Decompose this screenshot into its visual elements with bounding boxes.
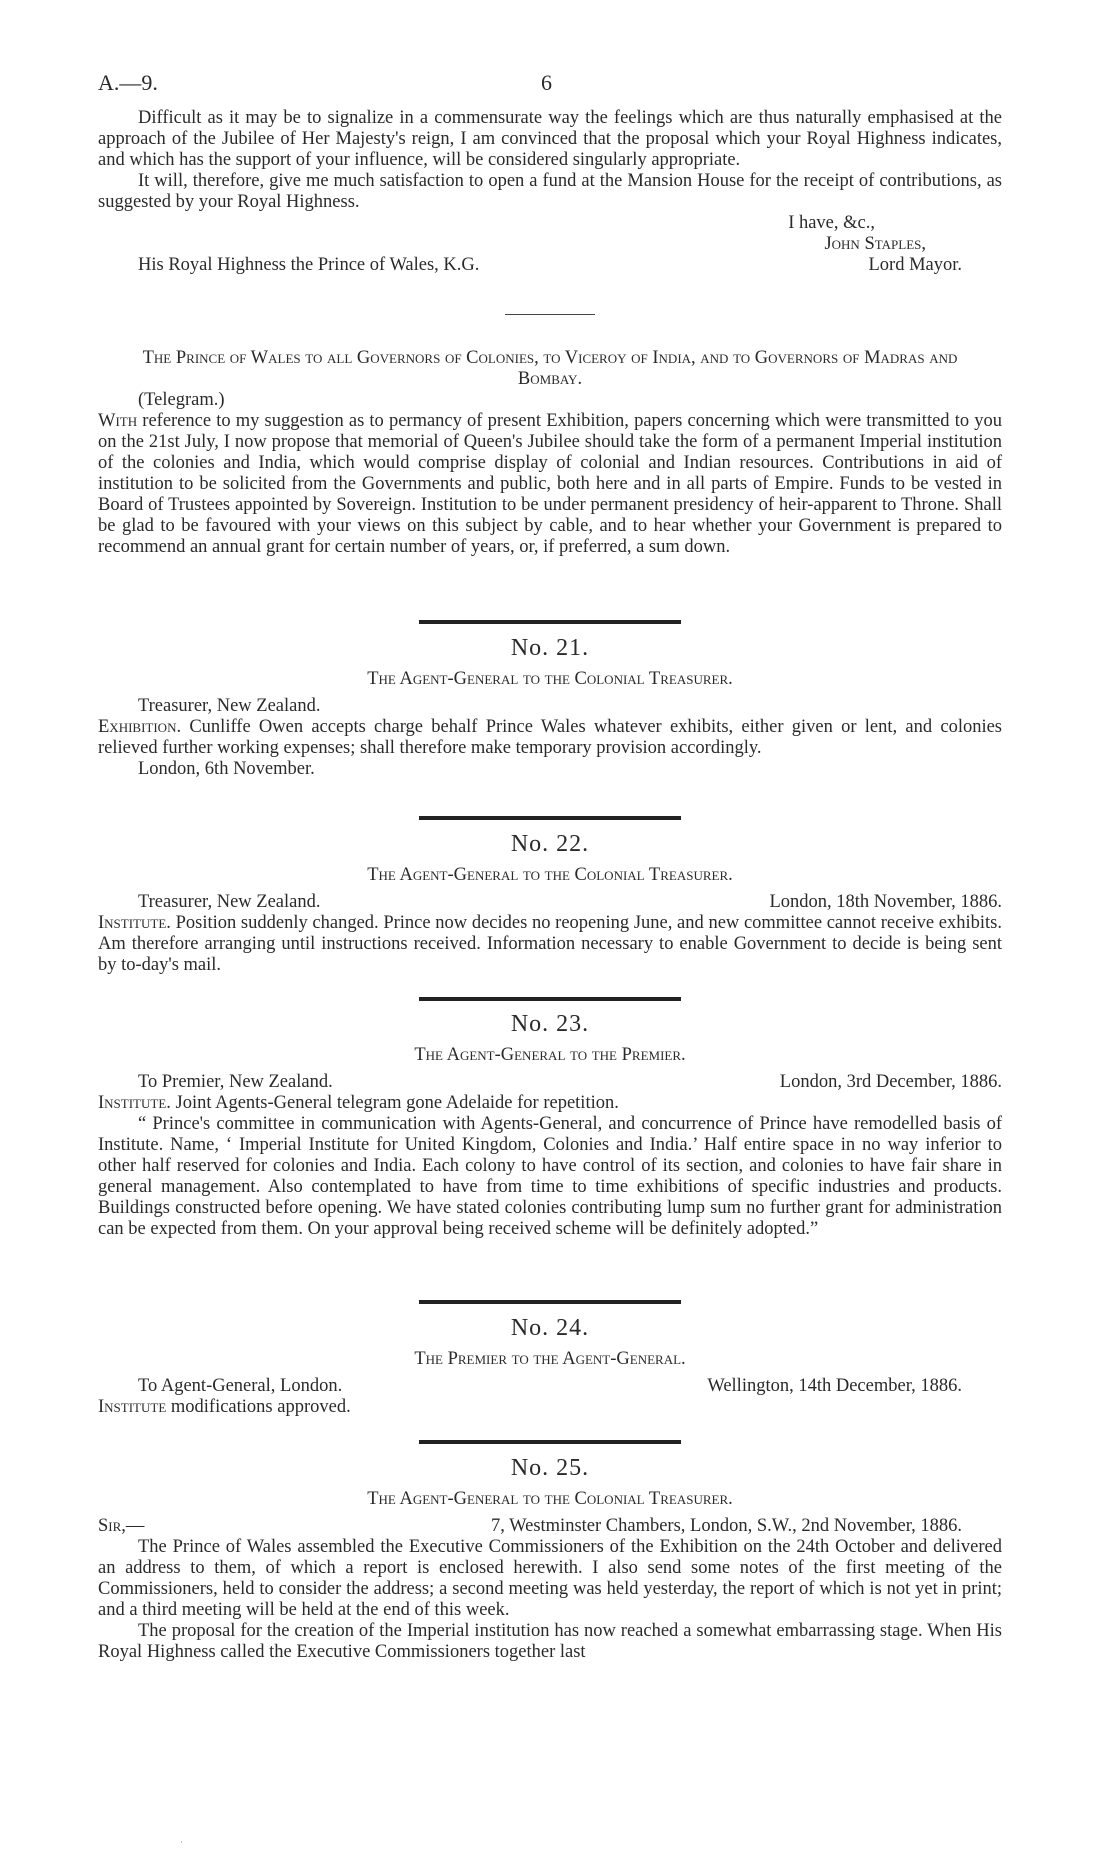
section-number: No. 25. bbox=[510, 1455, 590, 1481]
section-rule bbox=[419, 620, 681, 624]
message-text: Joint Agents-General telegram gone Adelaide for repetition. bbox=[175, 1093, 619, 1113]
letter-end-section bbox=[98, 108, 1002, 315]
telegram-section bbox=[98, 348, 1002, 558]
message-body-1 bbox=[98, 1093, 1002, 1114]
signer-name: John Staples, bbox=[824, 234, 926, 254]
message-lead: Institute bbox=[98, 1397, 167, 1417]
section-divider bbox=[505, 314, 595, 315]
section-no-21 bbox=[98, 635, 1003, 780]
recipient-row bbox=[98, 1072, 1002, 1093]
section-number: No. 23. bbox=[510, 1011, 590, 1037]
section-no-23 bbox=[98, 1011, 1002, 1240]
message-body bbox=[98, 717, 1002, 759]
letter-paragraph-1: Difficult as it may be to signalize in a commensurate way the feelings which are thus naturally emphasised at the approach of the Jubilee of Her Majesty's reign, I am convinced that the proposal which your Royal Highness indicates, and which has the support of your influence, will be considered singularly appropriate. bbox=[98, 108, 1002, 170]
message-date: Wellington, 14th December, 1886. bbox=[707, 1376, 962, 1396]
page-number: 6 bbox=[541, 70, 552, 95]
recipient-row bbox=[98, 892, 1002, 913]
document-reference: A.—9. bbox=[98, 70, 158, 95]
scan-speck: · bbox=[180, 1837, 183, 1847]
sender-address: 7, Westminster Chambers, London, S.W., 2nd November, 1886. bbox=[490, 1516, 962, 1536]
recipient: To Agent-General, London. bbox=[138, 1376, 343, 1396]
recipient: To Premier, New Zealand. bbox=[138, 1072, 333, 1092]
addressee: His Royal Highness the Prince of Wales, K.G. bbox=[138, 255, 480, 275]
message-text: modifications approved. bbox=[170, 1397, 351, 1417]
message-date: London, 6th November. bbox=[138, 759, 315, 779]
section-rule bbox=[419, 1300, 681, 1304]
letter-paragraph-2: It will, therefore, give me much satisfaction to open a fund at the Mansion House for the receipt of contributions, as suggested by your Royal Highness. bbox=[98, 171, 1002, 212]
section-heading: The Agent-General to the Colonial Treasurer. bbox=[367, 1489, 733, 1509]
rule-wrap-24 bbox=[98, 1300, 1002, 1304]
section-rule bbox=[419, 816, 681, 820]
message-body bbox=[98, 1397, 1002, 1418]
letter-paragraph-1: The Prince of Wales assembled the Executive Commissioners of the Exhibition on the 24th October and delivered an address to them, of which a report is enclosed herewith. I also send some notes of the first meeting of the Commissioners, held to consider the address; a second meeting was held yesterday, the report of which is not yet in print; and a third meeting will be held at the end of this week. bbox=[98, 1537, 1002, 1620]
section-rule bbox=[419, 1440, 681, 1444]
salutation: Sir,— bbox=[98, 1516, 145, 1536]
message-text: Cunliffe Owen accepts charge behalf Prince Wales whatever exhibits, either given or lent, and colonies relieved further working expenses; shall therefore make temporary provision accordingly. bbox=[98, 717, 1003, 758]
section-no-25 bbox=[98, 1455, 1002, 1663]
section-number: No. 21. bbox=[510, 635, 590, 661]
salutation-row bbox=[98, 1516, 1002, 1537]
section-number: No. 22. bbox=[510, 831, 590, 857]
telegram-lead: With bbox=[98, 411, 138, 431]
message-body-2: “ Prince's committee in communication with Agents-General, and concurrence of Prince have remodelled basis of Institute. Name, ‘ Imperial Institute for United Kingdom, Colonies and India.’ Half entire space in no way inferior to other half reserved for colonies and India. Each colony to have control of its section, and colonies to have fair share in general management. Also contemplated to have from time to time exhibitions of specific industries and products. Buildings constructed before opening. We have stated colonies contributing lump sum no further grant for administration can be expected from them. On your approval being received scheme will be definitely adopted.” bbox=[98, 1114, 1002, 1239]
section-heading: The Agent-General to the Colonial Treasurer. bbox=[367, 865, 733, 885]
message-date: London, 18th November, 1886. bbox=[769, 892, 1002, 912]
rule-wrap-23 bbox=[98, 997, 1002, 1001]
message-body bbox=[98, 913, 1002, 976]
message-lead: Exhibition. bbox=[98, 717, 182, 737]
section-heading: The Premier to the Agent-General. bbox=[414, 1349, 686, 1369]
recipient-row bbox=[98, 1376, 1002, 1397]
section-rule bbox=[419, 997, 681, 1001]
message-text: Position suddenly changed. Prince now decides no reopening June, and new committee cannot receive exhibits. Am therefore arranging until instructions received. Information necessary to enable Government to decide is being sent by to-day's mail. bbox=[98, 913, 1002, 975]
telegram-heading: The Prince of Wales to all Governors of Colonies, to Viceroy of India, and to Governors of Madras and Bombay. bbox=[142, 348, 958, 389]
message-date: London, 3rd December, 1886. bbox=[779, 1072, 1002, 1092]
telegram-body bbox=[98, 411, 1002, 558]
section-heading: The Agent-General to the Colonial Treasurer. bbox=[367, 669, 733, 689]
section-number: No. 24. bbox=[510, 1315, 590, 1341]
closing-formula: I have, &c., bbox=[788, 213, 875, 233]
section-no-22 bbox=[98, 831, 1002, 976]
section-no-24 bbox=[98, 1315, 1002, 1418]
rule-wrap-22 bbox=[98, 816, 1002, 820]
letter-paragraph-2: The proposal for the creation of the Imperial institution has now reached a somewhat embarrassing stage. When His Royal Highness called the Executive Commissioners together last bbox=[98, 1621, 1002, 1662]
telegram-type: (Telegram.) bbox=[138, 390, 225, 410]
signature-block bbox=[98, 213, 1002, 297]
section-heading: The Agent-General to the Premier. bbox=[414, 1045, 686, 1065]
rule-wrap-25 bbox=[98, 1440, 1002, 1444]
message-lead: Institute. bbox=[98, 913, 171, 933]
message-lead: Institute. bbox=[98, 1093, 171, 1113]
telegram-text: reference to my suggestion as to permancy of present Exhibition, papers concerning which were transmitted to you on the 21st July, I now propose that memorial of Queen's Jubilee should take the form of a permanent Imperial institution of the colonies and India, which would comprise display of colonial and Indian resources. Contributions in aid of institution to be solicited from the Governments and public, both here and in all parts of Empire. Funds to be vested in Board of Trustees appointed by Sovereign. Institution to be under permanent presidency of heir-apparent to Throne. Shall be glad to be favoured with your views on this subject by cable, and to hear whether your Government is prepared to recommend an annual grant for certain number of years, or, if preferred, a sum down. bbox=[98, 411, 1002, 557]
rule-wrap-21 bbox=[98, 620, 1002, 624]
recipient: Treasurer, New Zealand. bbox=[138, 696, 321, 716]
recipient: Treasurer, New Zealand. bbox=[138, 892, 321, 912]
signer-title: Lord Mayor. bbox=[868, 255, 962, 275]
